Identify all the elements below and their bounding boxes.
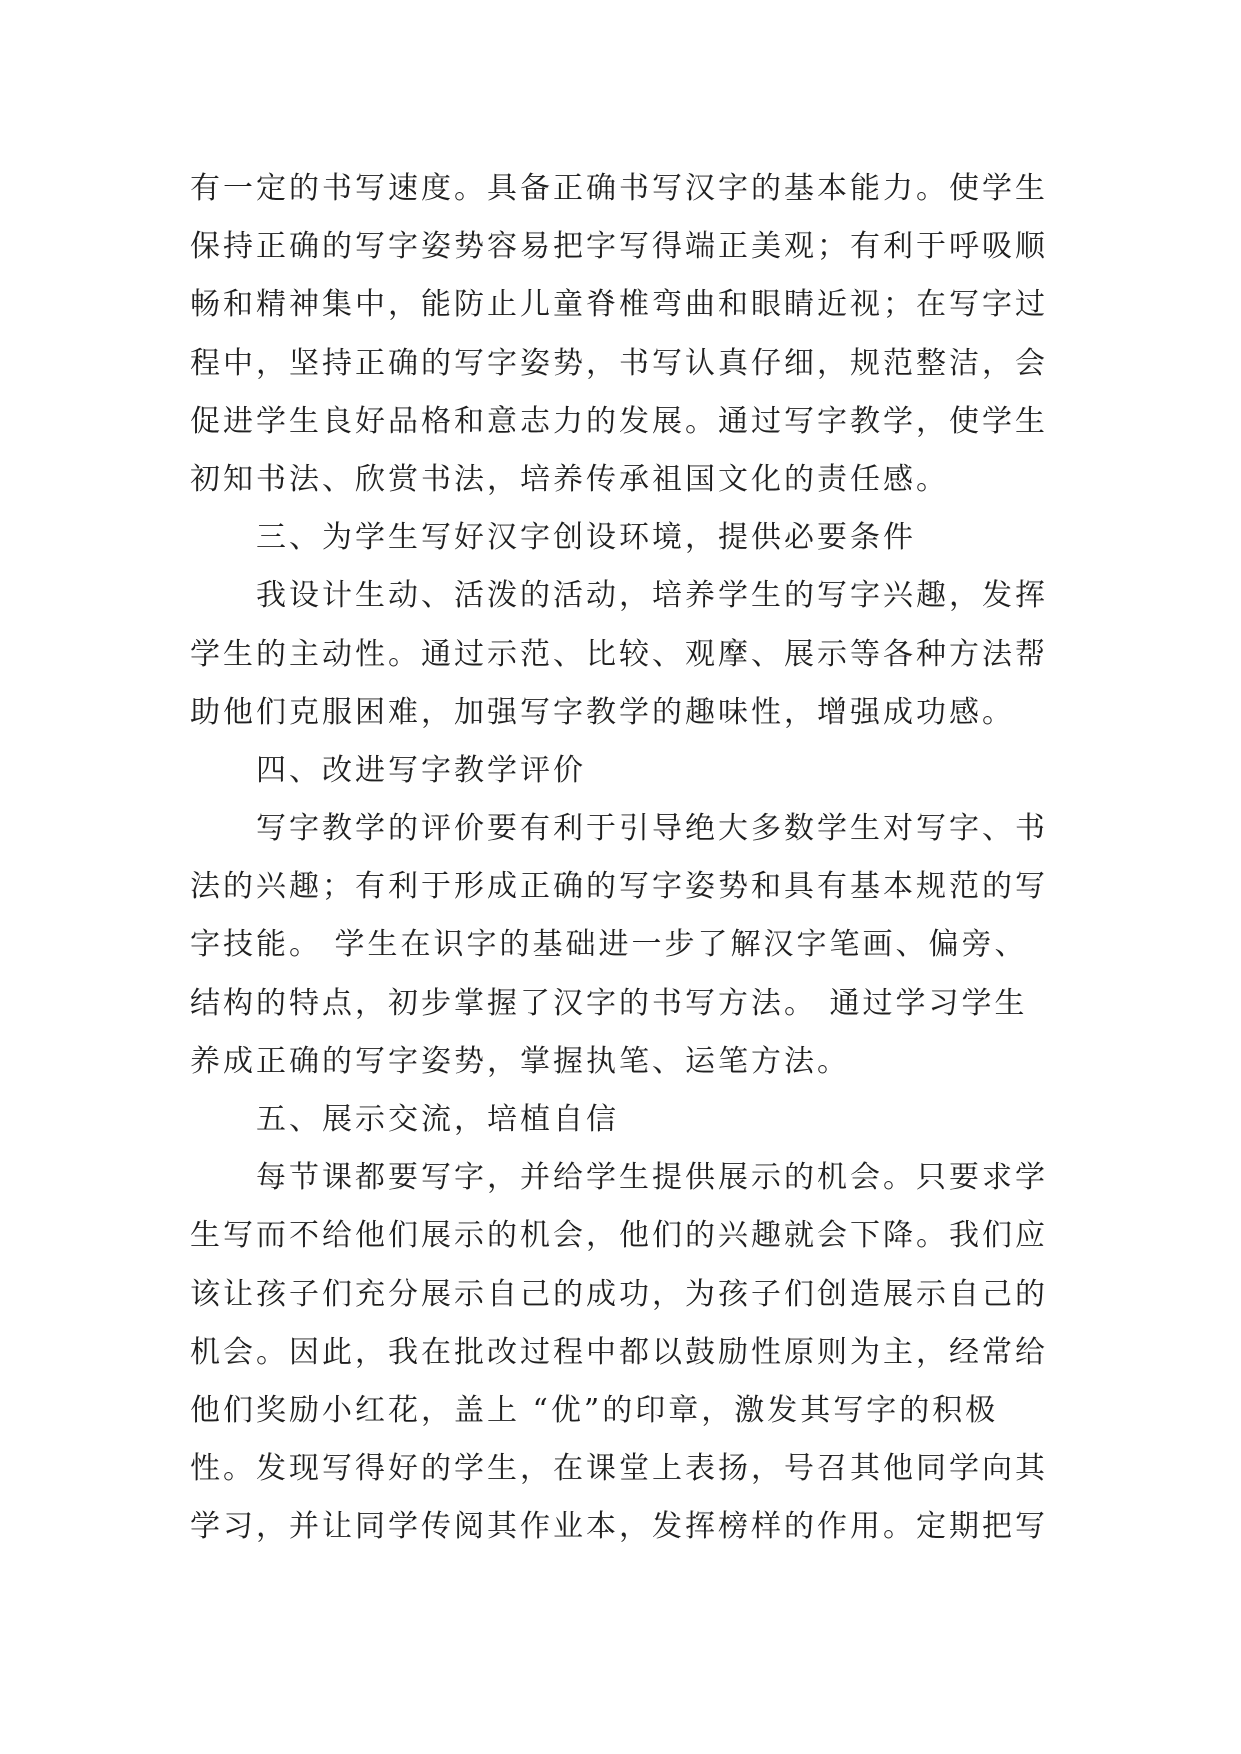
text-line: 结构的特点，初步掌握了汉字的书写方法。 通过学习学生 bbox=[190, 985, 1028, 1021]
text-line: 学生的主动性。通过示范、比较、观摩、展示等各种方法帮 bbox=[190, 636, 1048, 672]
section-heading: 四、改进写字教学评价 bbox=[256, 752, 586, 788]
text-line: 性。发现写得好的学生，在课堂上表扬，号召其他同学向其 bbox=[190, 1451, 1048, 1487]
text-line: 学习，并让同学传阅其作业本，发挥榜样的作用。定期把写 bbox=[190, 1509, 1048, 1545]
text-line: 生写而不给他们展示的机会，他们的兴趣就会下降。我们应 bbox=[190, 1218, 1048, 1254]
text-line: 该让孩子们充分展示自己的成功，为孩子们创造展示自己的 bbox=[190, 1276, 1048, 1312]
text-line: 字技能。 学生在识字的基础进一步了解汉字笔画、偏旁、 bbox=[190, 927, 1028, 963]
text-line: 养成正确的写字姿势，掌握执笔、运笔方法。 bbox=[190, 1043, 850, 1079]
text-line: 他们奖励小红花，盖上 “优”的印章，激发其写字的积极 bbox=[190, 1392, 999, 1428]
section-heading: 三、为学生写好汉字创设环境，提供必要条件 bbox=[256, 520, 916, 556]
paragraph-first-line: 写字教学的评价要有利于引导绝大多数学生对写字、书 bbox=[256, 811, 1048, 847]
text-line: 法的兴趣；有利于形成正确的写字姿势和具有基本规范的写 bbox=[190, 869, 1048, 905]
text-line: 程中，坚持正确的写字姿势，书写认真仔细，规范整洁，会 bbox=[190, 345, 1048, 381]
body-text bbox=[190, 160, 1070, 1557]
text-line: 有一定的书写速度。具备正确书写汉字的基本能力。使学生 bbox=[190, 171, 1048, 206]
text-line: 畅和精神集中，能防止儿童脊椎弯曲和眼睛近视；在写字过 bbox=[190, 287, 1048, 323]
paragraph-first-line: 每节课都要写字，并给学生提供展示的机会。只要求学 bbox=[256, 1160, 1048, 1196]
text-line: 保持正确的写字姿势容易把字写得端正美观；有利于呼吸顺 bbox=[190, 229, 1048, 265]
paragraph-first-line: 我设计生动、活泼的活动，培养学生的写字兴趣，发挥 bbox=[256, 578, 1048, 614]
text-line: 机会。因此，我在批改过程中都以鼓励性原则为主，经常给 bbox=[190, 1334, 1048, 1370]
text-line: 助他们克服困难，加强写字教学的趣味性，增强成功感。 bbox=[190, 694, 1015, 730]
section-heading: 五、展示交流，培植自信 bbox=[256, 1102, 619, 1137]
text-line: 促进学生良好品格和意志力的发展。通过写字教学，使学生 bbox=[190, 403, 1048, 439]
text-line: 初知书法、欣赏书法，培养传承祖国文化的责任感。 bbox=[190, 461, 949, 497]
